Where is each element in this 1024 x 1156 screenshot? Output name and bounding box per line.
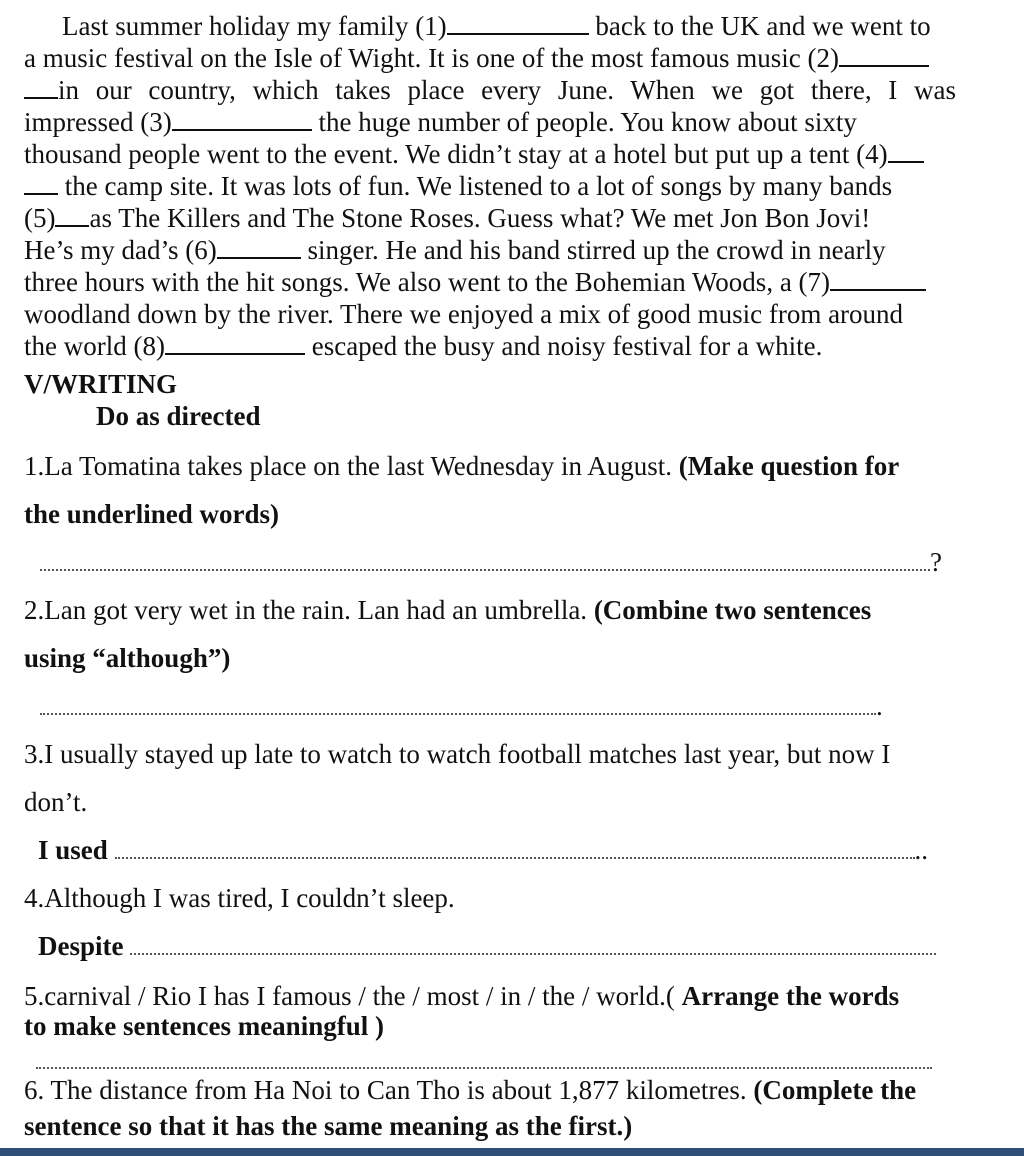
blank-2b[interactable] xyxy=(24,75,58,99)
blank-8[interactable] xyxy=(165,331,305,355)
passage-text: back to the UK and we went to xyxy=(595,11,931,41)
answer-line-4[interactable] xyxy=(38,930,948,962)
answer-dots[interactable] xyxy=(115,837,915,859)
passage-text: in our country, which takes place every June. When we got there, I was xyxy=(58,75,956,105)
question-mark: ? xyxy=(930,547,942,577)
passage-line-9 xyxy=(24,266,956,298)
passage-text: a music festival on the Isle of Wight. It is one of the most famous music (2) xyxy=(24,43,840,73)
passage-line-6 xyxy=(24,170,956,202)
question-5 xyxy=(24,980,956,1012)
ellipsis-mark: .. xyxy=(914,835,929,865)
question-1 xyxy=(24,450,956,482)
passage-text: the world (8) xyxy=(24,331,165,361)
question-text: 2.Lan got very wet in the rain. Lan had an umbrella. xyxy=(24,595,588,625)
answer-line-1[interactable] xyxy=(40,546,956,578)
question-2-instruction-cont: using “although”) xyxy=(24,643,231,673)
section-heading: V/WRITING xyxy=(24,369,178,399)
blank-7[interactable] xyxy=(830,267,926,291)
question-3-cont: don’t. xyxy=(24,787,88,817)
blank-5[interactable] xyxy=(55,203,89,227)
answer-dots[interactable] xyxy=(40,693,876,715)
section-subheading: Do as directed xyxy=(96,401,261,431)
passage-text: thousand people went to the event. We didn’t stay at a hotel but put up a tent (4) xyxy=(24,139,888,169)
blank-2a[interactable] xyxy=(839,43,929,67)
answer-line-3[interactable] xyxy=(38,834,948,866)
passage-line-11 xyxy=(24,330,956,362)
question-instruction: Arrange the words xyxy=(681,981,900,1011)
answer-line-5[interactable] xyxy=(36,1044,936,1076)
question-1-instruction-cont: the underlined words) xyxy=(24,499,280,529)
question-6 xyxy=(24,1074,956,1106)
passage-text: escaped the busy and noisy festival for a white. xyxy=(311,331,823,361)
passage-text: singer. He and his band stirred up the crowd in nearly xyxy=(307,235,886,265)
passage-line-10 xyxy=(24,298,956,330)
blank-4a[interactable] xyxy=(888,139,924,163)
passage-text: woodland down by the river. There we enjoyed a mix of good music from around xyxy=(24,299,904,329)
answer-dots[interactable] xyxy=(36,1047,932,1069)
question-text: 1.La Tomatina takes place on the last Wednesday in August. xyxy=(24,451,673,481)
question-2 xyxy=(24,594,956,626)
passage-line-1 xyxy=(62,10,956,42)
blank-1[interactable] xyxy=(447,11,589,35)
question-instruction: (Make question for xyxy=(678,451,900,481)
passage-text: the camp site. It was lots of fun. We listened to a lot of songs by many bands xyxy=(64,171,893,201)
passage-text: as The Killers and The Stone Roses. Guess what? We met Jon Bon Jovi! xyxy=(89,203,871,233)
passage-text: Last summer holiday my family (1) xyxy=(62,11,447,41)
passage-line-2 xyxy=(24,42,956,74)
passage-line-7 xyxy=(24,202,956,234)
question-instruction: (Complete the xyxy=(753,1075,917,1105)
question-4: 4.Although I was tired, I couldn’t sleep. xyxy=(24,883,455,913)
question-text: 5.carnival / Rio I has I famous / the / most / in / the / world.( xyxy=(24,981,675,1011)
blank-6[interactable] xyxy=(217,235,301,259)
passage-text: the huge number of people. You know about sixty xyxy=(318,107,857,137)
passage-line-3 xyxy=(24,74,956,106)
question-3: 3.I usually stayed up late to watch to watch football matches last year, but now I xyxy=(24,739,891,769)
question-6-instruction-cont: sentence so that it has the same meaning as the first.) xyxy=(24,1111,633,1141)
blank-4b[interactable] xyxy=(24,171,58,195)
answer-dots[interactable] xyxy=(130,933,936,955)
question-text: 6. The distance from Ha Noi to Can Tho is about 1,877 kilometres. xyxy=(24,1075,747,1105)
passage-line-8 xyxy=(24,234,956,266)
passage-text: He’s my dad’s (6) xyxy=(24,235,217,265)
blank-3[interactable] xyxy=(172,107,312,131)
passage-text: impressed (3) xyxy=(24,107,172,137)
question-5-instruction-cont: to make sentences meaningful ) xyxy=(24,1011,384,1041)
answer-line-2[interactable] xyxy=(40,690,940,722)
period-mark: . xyxy=(876,691,883,721)
question-instruction: (Combine two sentences xyxy=(593,595,872,625)
passage-line-4 xyxy=(24,106,956,138)
passage-text: (5) xyxy=(24,203,56,233)
answer-prompt: I used xyxy=(38,835,108,865)
answer-prompt: Despite xyxy=(38,931,124,961)
passage-text: three hours with the hit songs. We also went to the Bohemian Woods, a (7) xyxy=(24,267,831,297)
bottom-border xyxy=(0,1148,1024,1156)
answer-dots[interactable] xyxy=(40,549,930,571)
passage-line-5 xyxy=(24,138,956,170)
